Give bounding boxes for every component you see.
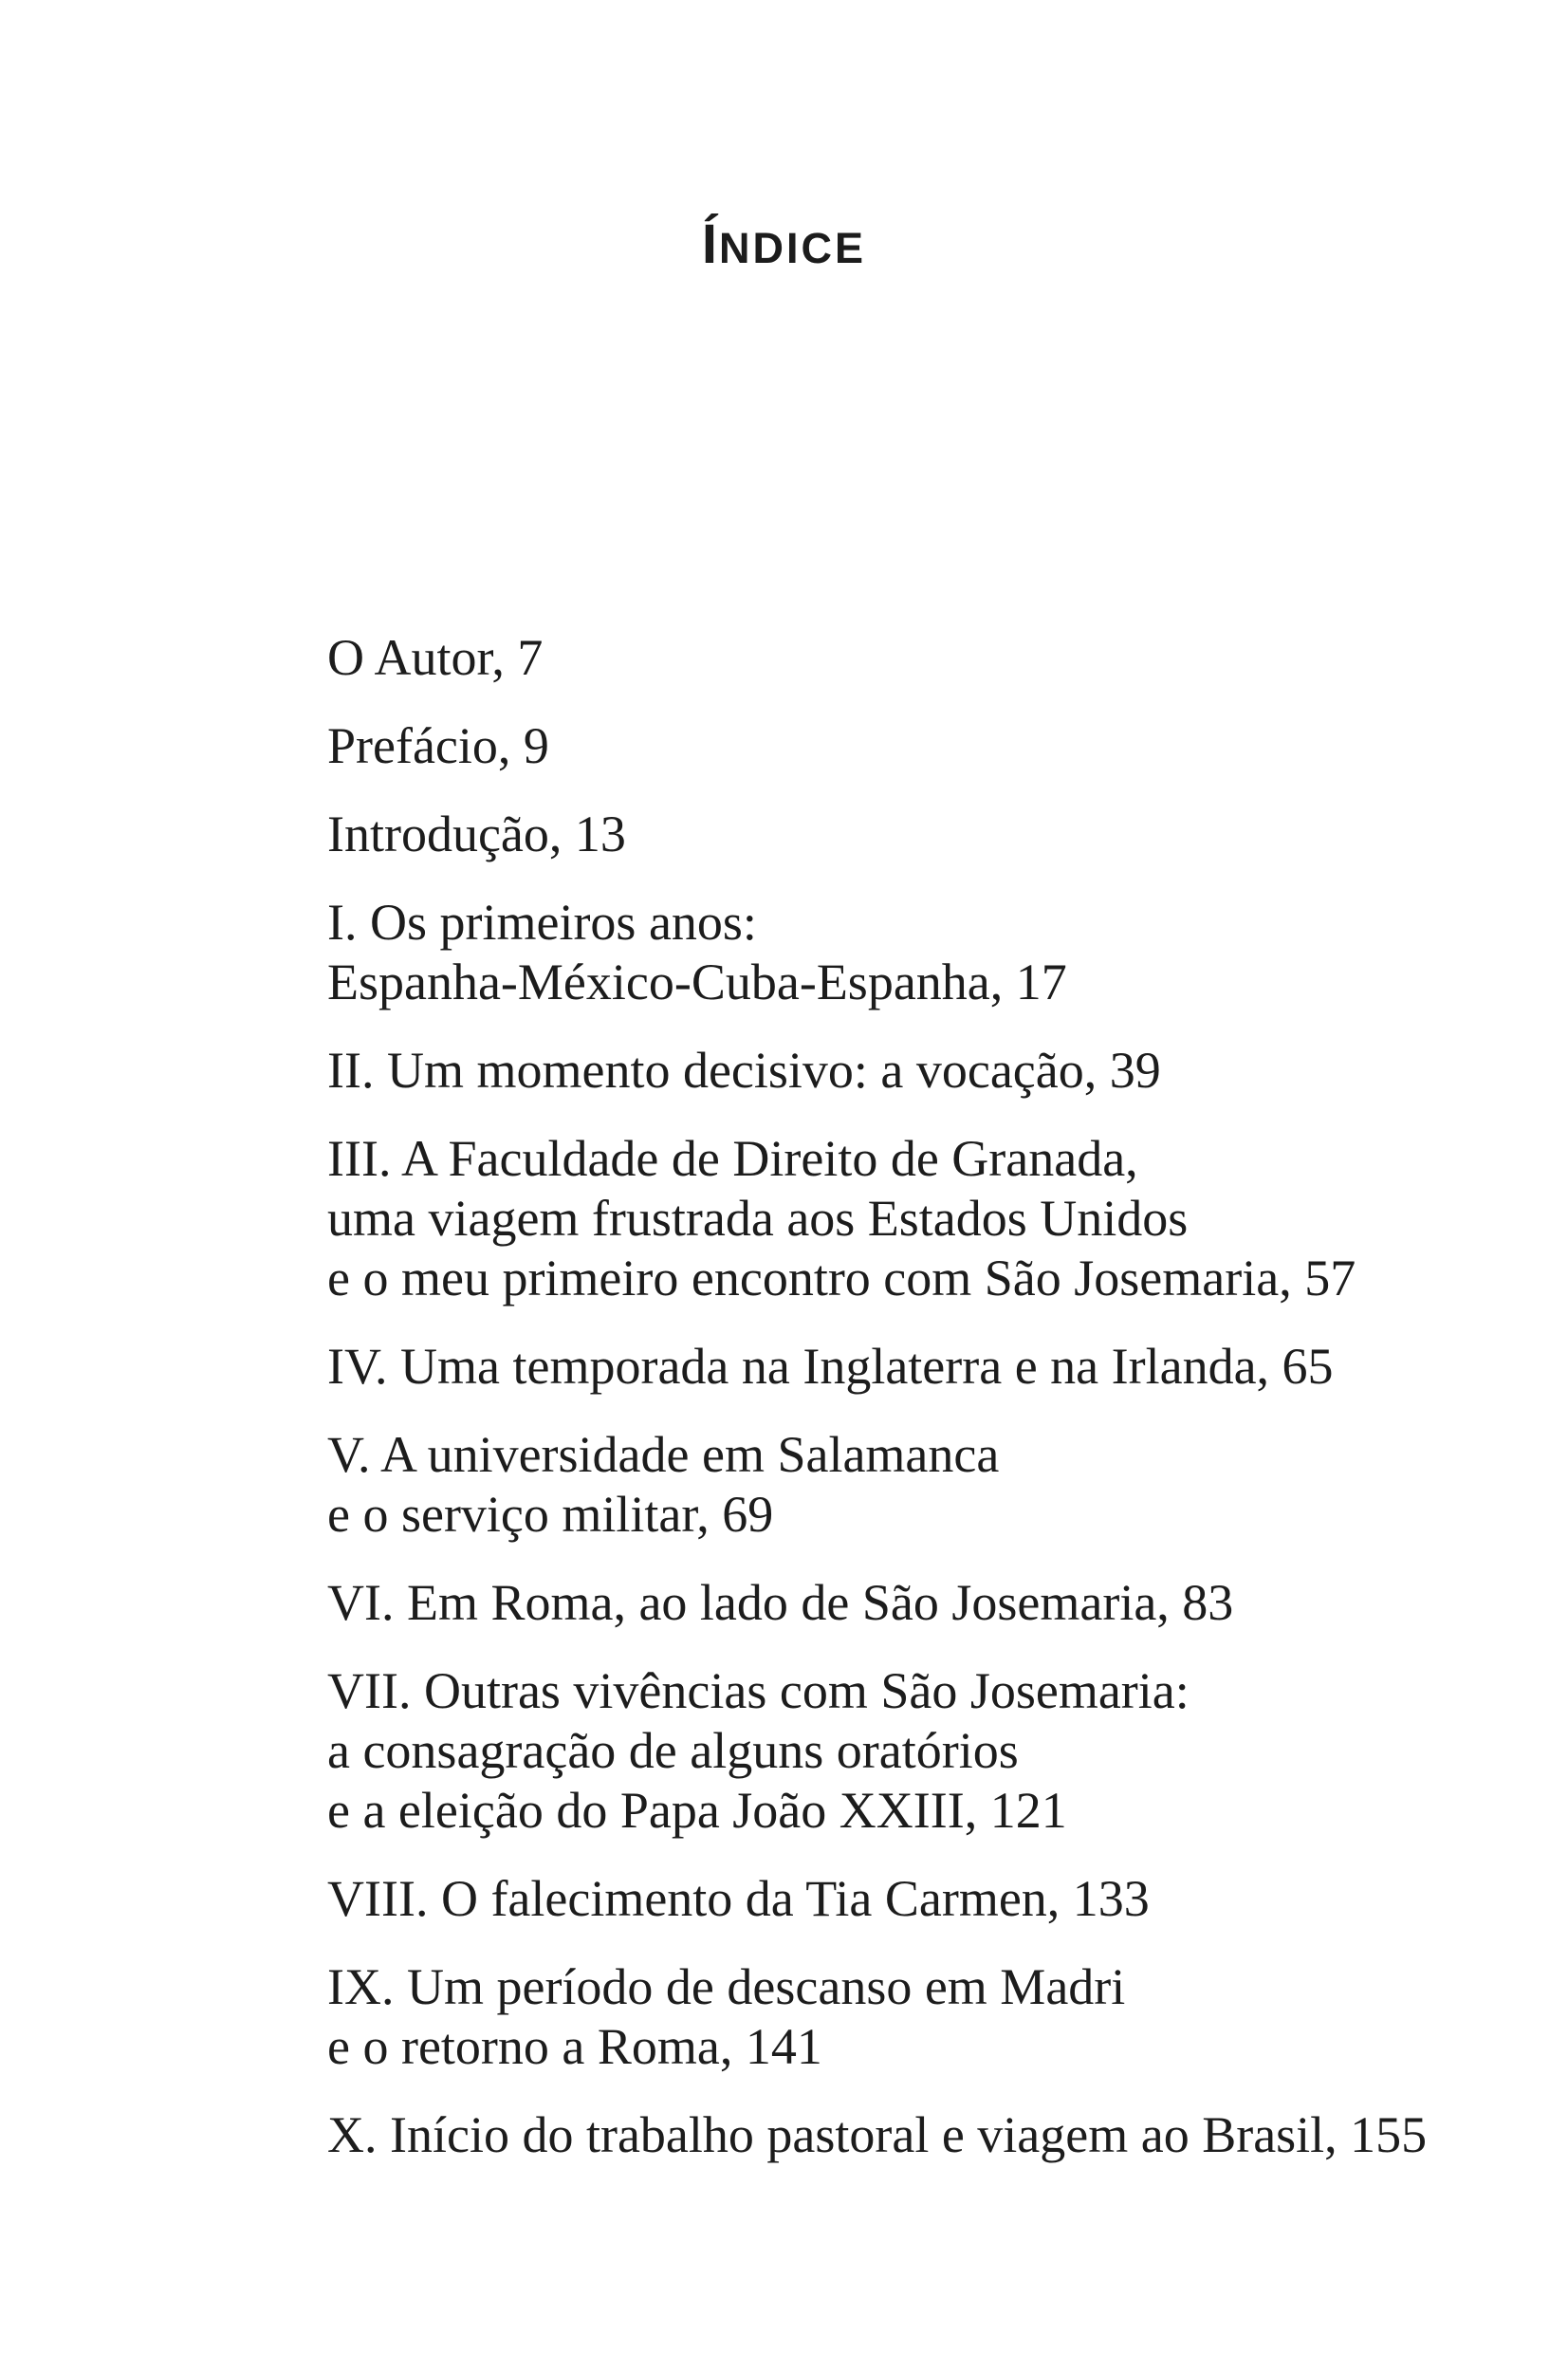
toc-item <box>327 1957 1511 2077</box>
toc-line: e o meu primeiro encontro com São Josemaria, 57 <box>327 1250 1356 1306</box>
toc-item <box>327 1337 1511 1397</box>
toc-line: II. Um momento decisivo: a vocação, 39 <box>327 1042 1161 1099</box>
toc-line: V. A universidade em Salamanca <box>327 1426 1000 1483</box>
toc-item <box>327 893 1511 1012</box>
toc-item <box>327 2105 1511 2165</box>
toc-line: VI. Em Roma, ao lado de São Josemaria, 83 <box>327 1574 1234 1631</box>
toc-line: IX. Um período de descanso em Madri <box>327 1958 1126 2015</box>
toc-line: VIII. O falecimento da Tia Carmen, 133 <box>327 1870 1150 1927</box>
toc-item <box>327 1129 1511 1308</box>
toc-line: IV. Uma temporada na Inglaterra e na Irlanda, 65 <box>327 1338 1334 1395</box>
toc-item <box>327 1573 1511 1633</box>
toc-item <box>327 1425 1511 1545</box>
toc-item <box>327 628 1511 688</box>
toc-list <box>0 628 1568 2165</box>
page-title <box>0 213 1568 277</box>
page-title-rest: NDICE <box>719 224 867 272</box>
toc-line: Espanha-México-Cuba-Espanha, 17 <box>327 954 1067 1010</box>
toc-item <box>327 1041 1511 1101</box>
toc-line: Prefácio, 9 <box>327 717 549 774</box>
toc-item <box>327 716 1511 776</box>
toc-line: VII. Outras vivências com São Josemaria: <box>327 1662 1190 1719</box>
toc-line: O Autor, 7 <box>327 629 544 686</box>
toc-line: e o retorno a Roma, 141 <box>327 2018 822 2075</box>
toc-item <box>327 1869 1511 1929</box>
toc-line: I. Os primeiros anos: <box>327 894 757 951</box>
toc-item <box>327 805 1511 864</box>
toc-line: a consagração de alguns oratórios <box>327 1722 1019 1779</box>
toc-line: Introdução, 13 <box>327 806 626 862</box>
page-title-initial: Í <box>701 213 720 275</box>
toc-line: e o serviço militar, 69 <box>327 1486 774 1543</box>
toc-line: e a eleição do Papa João XXIII, 121 <box>327 1782 1067 1839</box>
toc-line: uma viagem frustrada aos Estados Unidos <box>327 1190 1189 1247</box>
toc-item <box>327 1661 1511 1841</box>
toc-line: III. A Faculdade de Direito de Granada, <box>327 1130 1138 1187</box>
toc-line: X. Início do trabalho pastoral e viagem ao Brasil, 155 <box>327 2106 1428 2163</box>
